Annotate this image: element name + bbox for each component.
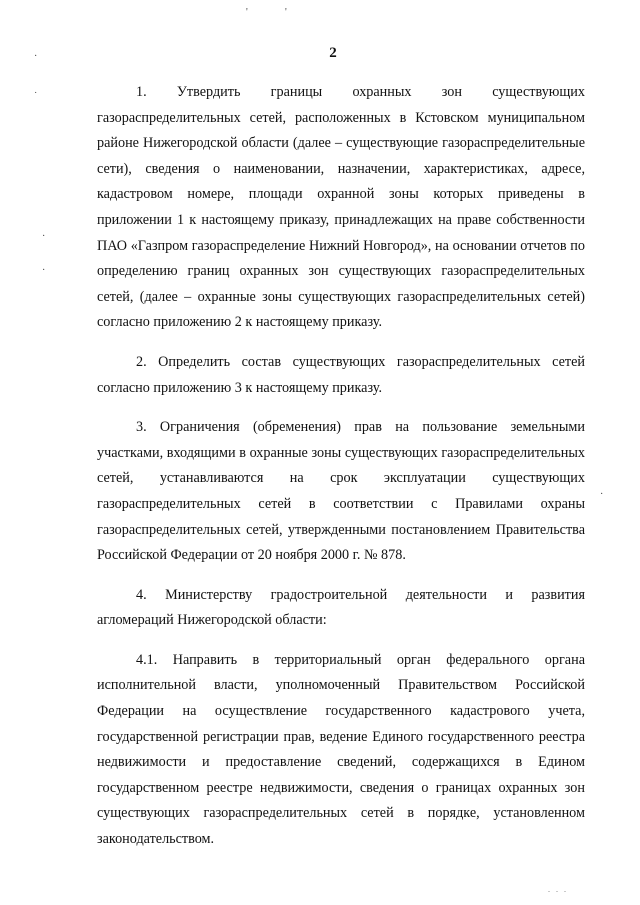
scan-mark: ' [285, 7, 287, 18]
scan-mark: · [42, 231, 46, 242]
paragraph-3: 3. Ограничения (обременения) прав на пользование земельными участками, входящими в охранные зоны существующих газораспределительных сетей, устанавливаются на срок эксплуатации существующих газораспределительных сетей в соответствии с Правилами охраны газораспределительных сетей, утвержденными постановлением Правительства Российской Федерации от 20 ноября 2000 г. № 878. [97, 419, 585, 564]
scan-mark: · [34, 51, 38, 62]
scan-mark: ' [246, 7, 248, 18]
paragraph-4: 4. Министерству градостроительной деятельности и развития агломераций Нижегородской области: [97, 586, 585, 629]
page-number: 2 [329, 45, 337, 61]
scan-mark: · [42, 265, 46, 276]
scan-mark: ˙ [34, 91, 38, 102]
paragraph-2: 2. Определить состав существующих газораспределительных сетей согласно приложению 3 к настоящему приказу. [97, 353, 585, 396]
document-body [97, 80, 585, 867]
paragraph-4-1: 4.1. Направить в территориальный орган федерального органа исполнительной власти, уполномоченный Правительством Российской Федерации на осуществление государственного кадастрового учета, государственной регистрации прав, ведение Единого государственного реестра недвижимости и предоставление сведений, содержащихся в Едином государственном реестре недвижимости, сведения о границах охранных зон существующих газораспределительных сетей в порядке, установленном законодательством. [97, 651, 585, 848]
paragraph-1: 1. Утвердить границы охранных зон существующих газораспределительных сетей, расположенных в Кстовском муниципальном районе Нижегородской области (далее – существующие газораспределительные сети), сведения о наименовании, назначении, характеристиках, адресе, кадастровом номере, площади охранной зоны которых приведены в приложении 1 к настоящему приказу, принадлежащих на праве собственности ПАО «Газпром газораспределение Нижний Новгород», на основании отчетов по определению границ охранных зон существующих газораспределительных сетей, (далее – охранные зоны существующих газораспределительных сетей) согласно приложению 2 к настоящему приказу. [97, 84, 585, 331]
scan-mark: · [600, 489, 604, 500]
scan-mark: . . . [548, 885, 568, 894]
